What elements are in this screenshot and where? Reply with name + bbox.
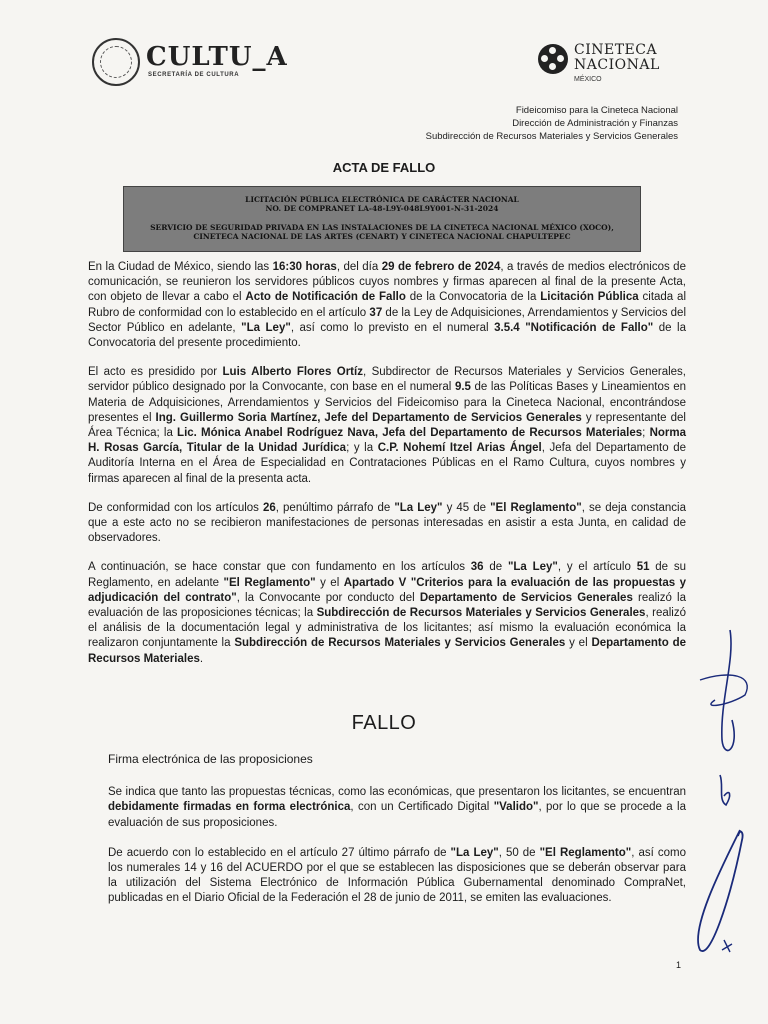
fallo-section (108, 752, 686, 922)
cineteca-line2: NACIONAL (574, 57, 660, 73)
cultura-wordmark: CULTU_A (146, 42, 288, 72)
banner-line: LICITACIÓN PÚBLICA ELECTRÓNICA DE CARÁCTER NACIONAL (245, 195, 519, 204)
national-seal-icon (92, 38, 140, 86)
cineteca-logo (538, 42, 688, 90)
paragraph-observers: De conformidad con los artículos 26, penúltimo párrafo de "La Ley" y 45 de "El Reglamento", se deja constancia que a este acto no se recibieron manifestaciones de personas interesadas en asistir a esta Junta, en calidad de observadores. (88, 501, 686, 545)
paragraph-opening: En la Ciudad de México, siendo las 16:30 horas, del día 29 de febrero de 2024, a través de medios electrónicos de comunicación, se reunieron los servidores públicos cuyos nombres y firmas aparecen al final de la presente Acta, con objeto de llevar a cabo el Acto de Notificación de Fallo de la Convocatoria de la Licitación Pública citada al Rubro de conformidad con lo establecido en el artículo 37 de la Ley de Adquisiciones, Arrendamientos y Servicios del Sector Público en adelante, "La Ley", así como lo previsto en el numeral 3.5.4 "Notificación de Fallo" de la Convocatoria del presente procedimiento. (88, 261, 686, 350)
paragraph-legal-basis: De acuerdo con lo establecido en el artículo 27 último párrafo de "La Ley", 50 de "El Reglamento", así como los numerales 14 y 16 del ACUERDO por el que se establecen las disposiciones que se deberán observar para la utilización del Sistema Electrónico de Información Pública Gubernamental denominado CompraNet, publicadas en el Diario Oficial de la Federación el 28 de junio de 2011, se emiten las evaluaciones. (108, 846, 686, 905)
paragraph-attendees: El acto es presidido por Luis Alberto Flores Ortíz, Subdirector de Recursos Materiales y Servicios Generales, servidor público designado por la Convocante, con base en el numeral 9.5 de las Políticas Bases y Lineamientos en Materia de Adquisiciones, Arrendamientos y Servicios del Fideicomiso para la Cineteca Nacional, encontrándose presentes el Ing. Guillermo Soria Martínez, Jefe del Departamento de Servicios Generales y representante del Área Técnica; la Lic. Mónica Anabel Rodríguez Nava, Jefa del Departamento de Recursos Materiales; Norma H. Rosas García, Titular de la Unidad Jurídica; y la C.P. Nohemí Itzel Arias Ángel, Jefa del Departamento de Auditoría Interna en el Área de Especialidad en Contrataciones Públicas en el Ramo Cultura, cuyos nombres y firmas aparecen al final de la presenta acta. (88, 366, 686, 485)
document-title: ACTA DE FALLO (332, 160, 436, 175)
cineteca-line3: MÉXICO (574, 76, 602, 83)
banner-line: CINETECA NACIONAL DE LAS ARTES (CENART) Y CINETECA NACIONAL CHAPULTEPEC (193, 232, 571, 241)
tender-banner (123, 186, 641, 252)
cultura-logo (92, 38, 322, 88)
acta-body (88, 260, 686, 681)
paragraph-evaluation: A continuación, se hace constar que con fundamento en los artículos 36 de "La Ley", y el artículo 51 de su Reglamento, en adelante "El Reglamento" y el Apartado V "Criterios para la evaluación de las propuestas y adjudicación del contrato", la Convocante por conducto del Departamento de Servicios Generales realizó la evaluación de las proposiciones técnicas; la Subdirección de Recursos Materiales y Servicios Generales, realizó el análisis de la documentación legal y administrativa de los licitantes; así mismo la evaluación económica la realizaron conjuntamente la Subdirección de Recursos Materiales y Servicios Generales y el Departamento de Recursos Materiales. (88, 561, 687, 665)
film-reel-icon (538, 44, 568, 74)
office-line: Subdirección de Recursos Materiales y Servicios Generales (425, 131, 678, 142)
banner-line: NO. DE COMPRANET LA-48-L9Y-048L9Y001-N-31-2024 (265, 204, 499, 213)
office-line: Dirección de Administración y Finanzas (512, 118, 678, 129)
banner-line: SERVICIO DE SEGURIDAD PRIVADA EN LAS INSTALACIONES DE LA CINETECA NACIONAL MÉXICO (XOCO), (150, 223, 614, 232)
section-title: Firma electrónica de las proposiciones (108, 752, 313, 766)
office-line: Fideicomiso para la Cineteca Nacional (515, 105, 678, 116)
page-number: 1 (676, 960, 682, 970)
cineteca-line1: CINETECA (574, 42, 658, 58)
cultura-subtitle: SECRETARÍA DE CULTURA (148, 72, 240, 78)
fallo-heading: FALLO (351, 712, 417, 734)
paragraph-signatures: Se indica que tanto las propuestas técnicas, como las económicas, que presentaron los licitantes, se encuentran debidamente firmadas en forma electrónica, con un Certificado Digital "Valido", por lo que se procede a la evaluación de sus proposiciones. (108, 786, 687, 829)
office-header (426, 104, 678, 143)
